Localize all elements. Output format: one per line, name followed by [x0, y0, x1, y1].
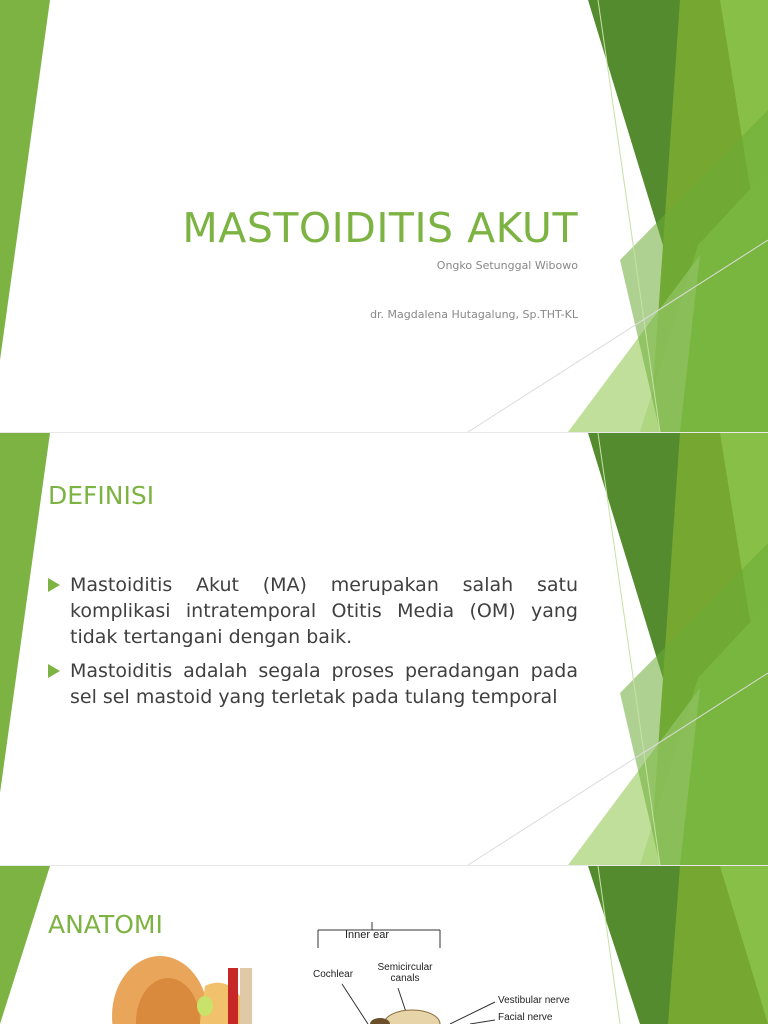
- section-heading: ANATOMI: [48, 910, 163, 934]
- slide-title: MASTOIDITIS AKUT: [182, 204, 578, 252]
- bullet-text: Mastoiditis adalah segala proses peradangan pada sel sel mastoid yang terletak pada tulang temporal: [70, 660, 578, 708]
- bullet-item: [48, 658, 578, 710]
- section-heading: DEFINISI: [48, 481, 155, 510]
- vestibular-nerve-label: Vestibular nerve: [498, 995, 570, 1006]
- bullet-item: [48, 572, 578, 650]
- title-slide: [0, 0, 768, 432]
- inner-ear-label: Inner ear: [345, 929, 390, 941]
- supervisor-name: dr. Magdalena Hutagalung, Sp.THT-KL: [370, 308, 578, 321]
- author-name: Ongko Setunggal Wibowo: [436, 259, 578, 272]
- bullet-text: Mastoiditis Akut (MA) merupakan salah satu komplikasi intratemporal Otitis Media (OM) yang tidak tertangani dengan baik.: [70, 574, 578, 648]
- definition-slide: [0, 433, 768, 865]
- semicircular-label-line1: Semicircular: [377, 962, 433, 973]
- anatomy-slide: [0, 866, 768, 1024]
- bullet-arrow-icon: [48, 578, 60, 592]
- semicircular-label-line2: canals: [390, 973, 420, 984]
- definition-list: [48, 572, 578, 718]
- ear-anatomy-illustration: [0, 866, 768, 1024]
- semicircular-canals-label: [373, 962, 437, 984]
- bullet-arrow-icon: [48, 664, 60, 678]
- cochlear-label: Cochlear: [313, 969, 354, 980]
- facial-nerve-label: Facial nerve: [498, 1012, 553, 1023]
